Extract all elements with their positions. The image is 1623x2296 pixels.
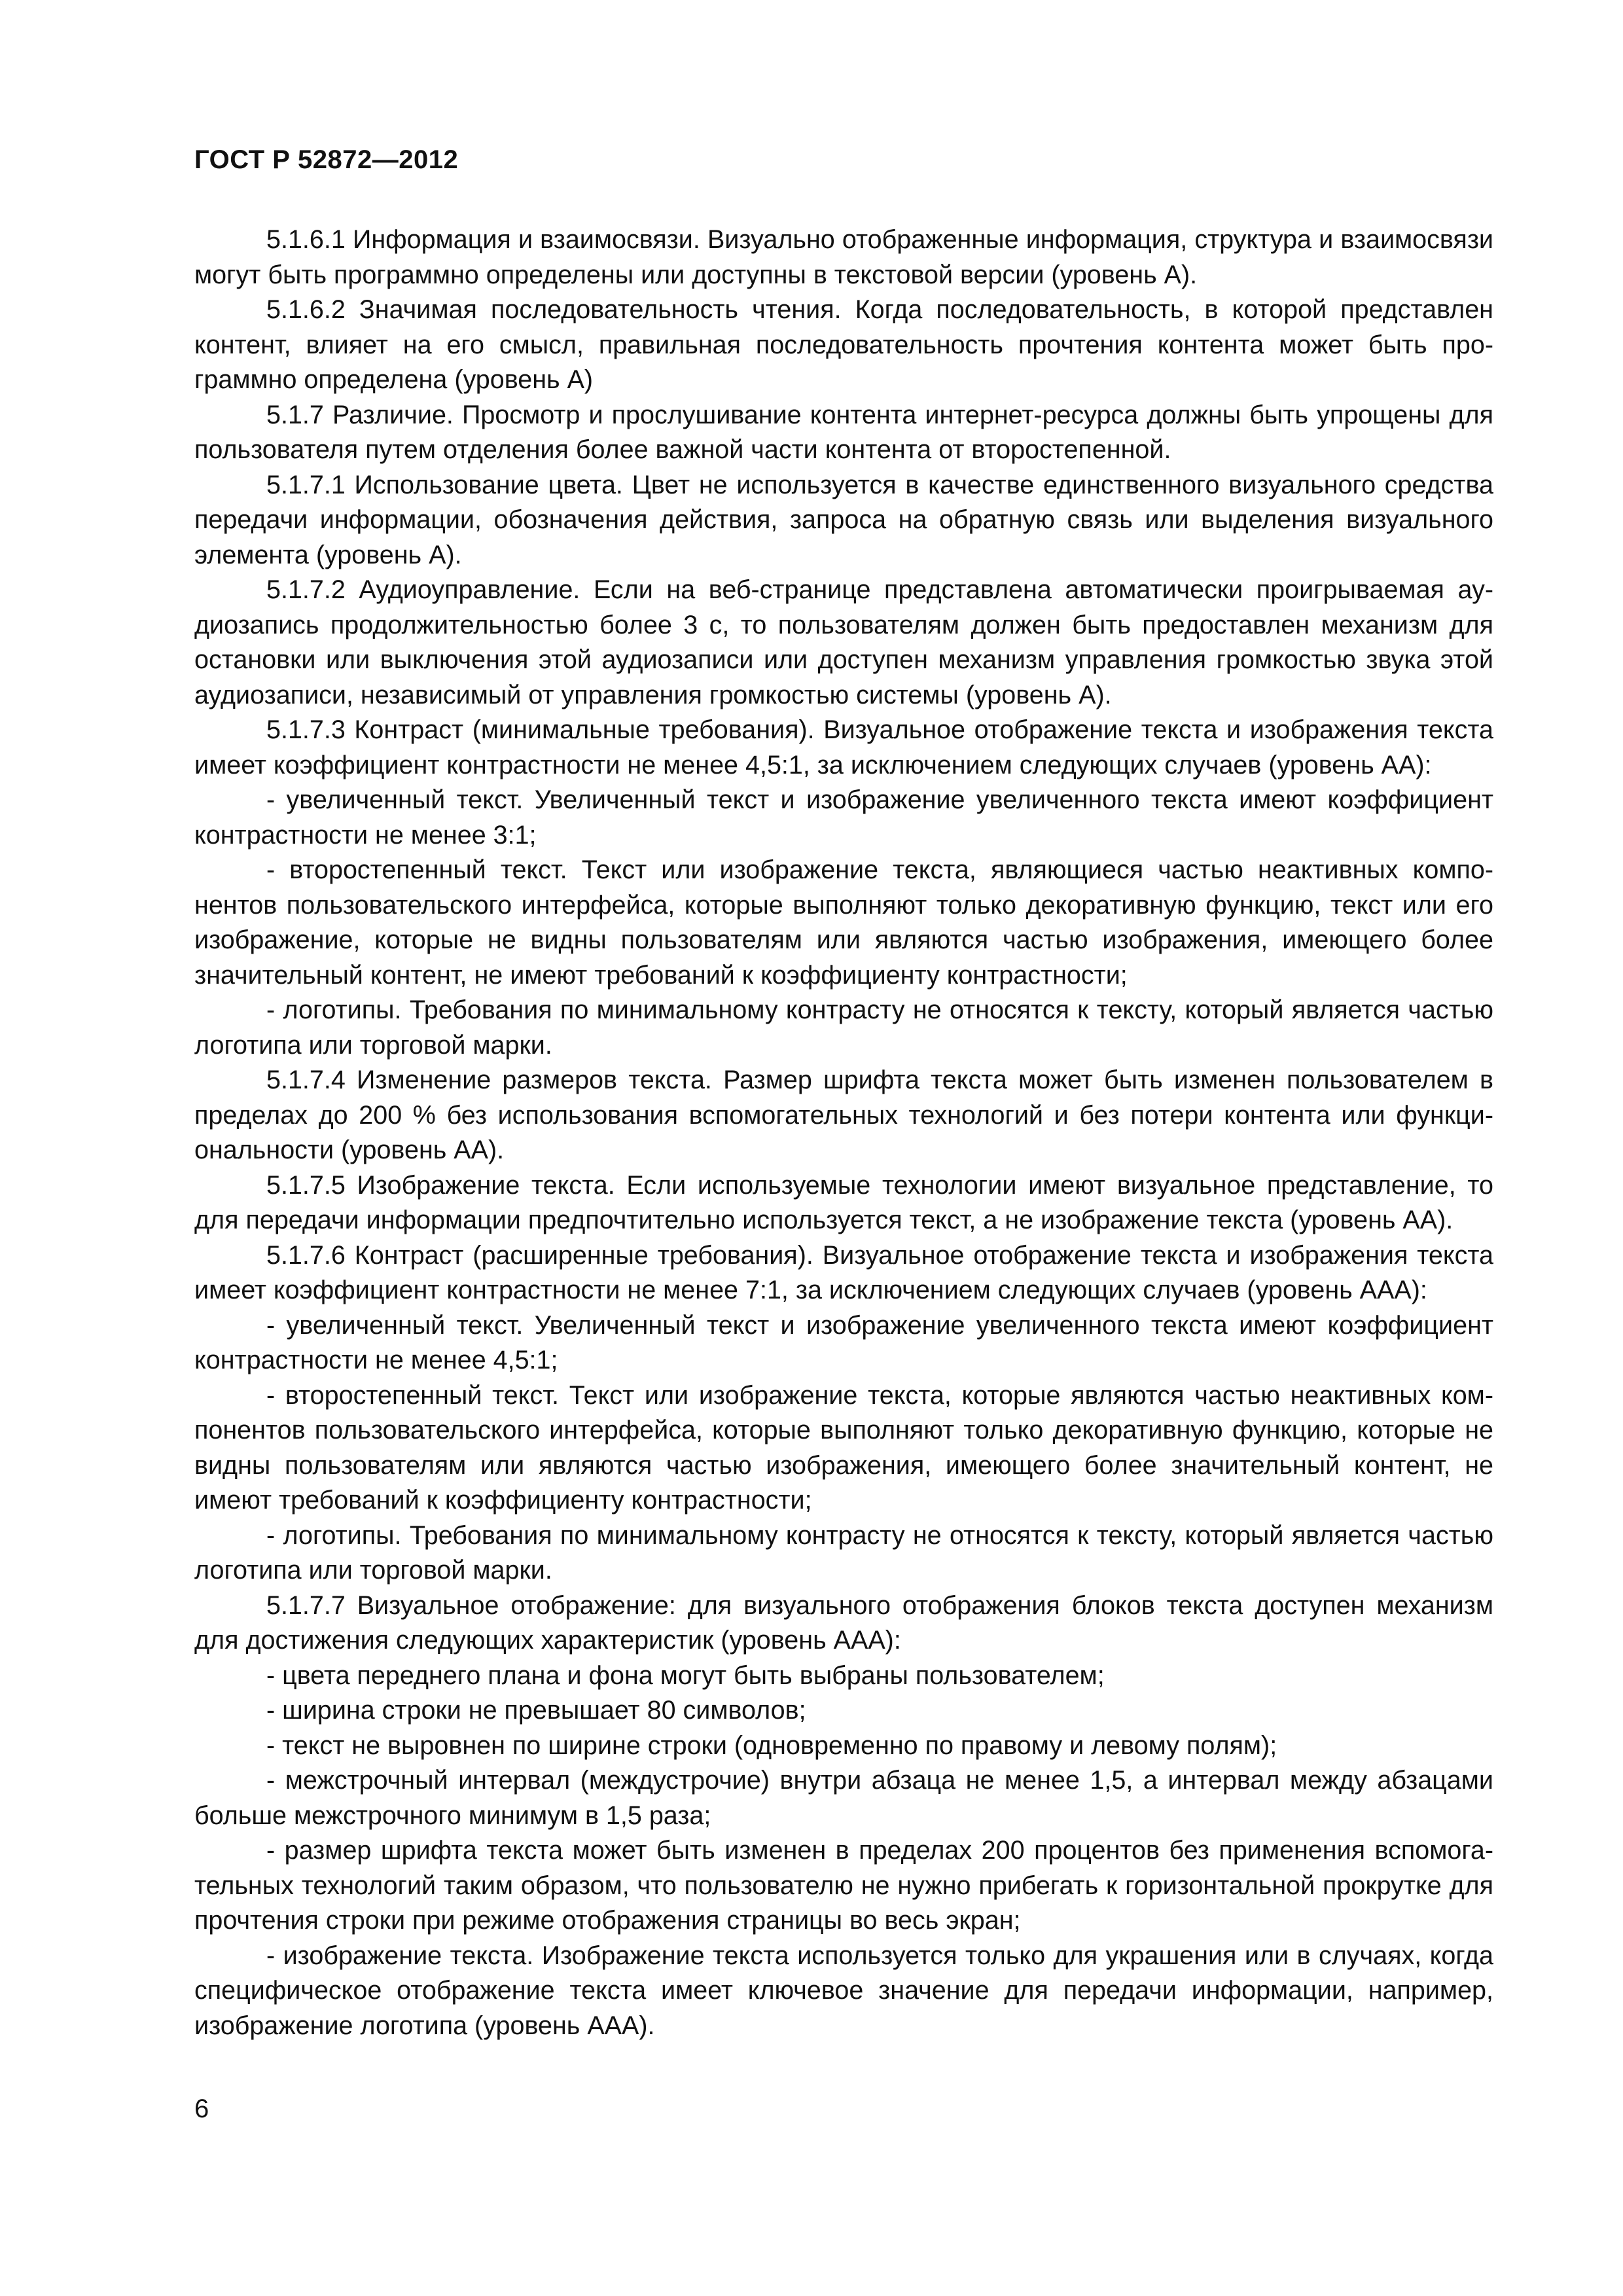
list-item-enlarged-text: - увеличенный текст. Увеличенный текст и изображение увеличенного текста имеют коэффициент контрастности не менее 3:1;	[194, 785, 1493, 850]
list-item-font-resize: - размер шрифта текста может быть изменен в пределах 200 процентов без применения вспомогательных технологий таким образом, что пользователю не нужно прибегать к горизонтальной прокрутке для прочтения строки при режиме отображения страницы во весь экран;	[194, 1836, 1493, 1935]
page-number: 6	[194, 2094, 209, 2123]
list-item-enlarged-text-aaa: - увеличенный текст. Увеличенный текст и изображение увеличенного текста имеют коэффициент контрастности не менее 4,5:1;	[194, 1310, 1493, 1374]
paragraph-5-1-6-1: 5.1.6.1 Информация и взаимосвязи. Визуально отображенные информация, структура и взаимосвязи могут быть программно определены или доступны в текстовой версии (уровень А).	[194, 225, 1493, 289]
list-item-line-width: - ширина строки не превышает 80 символов;	[266, 1696, 806, 1725]
list-item-alignment: - текст не выровнен по ширине строки (одновременно по правому и левому полям);	[266, 1731, 1277, 1760]
list-item-secondary-text: - второстепенный текст. Текст или изображение текста, являющиеся частью неактивных компонентов пользовательского интерфейса, которые выполняют только декоративную функцию, текст или его изображение, которые не видны пользователям или являются частью изображения, имеющего более значительный контент, не имеют требований к коэффициенту контрастности;	[194, 855, 1493, 990]
paragraph-5-1-7: 5.1.7 Различие. Просмотр и прослушивание контента интернет-ресурса должны быть упрощены для пользователя путем отделения более важной части контента от второстепенной.	[194, 400, 1493, 464]
list-item-logotypes-aaa: - логотипы. Требования по минимальному контрасту не относятся к тексту, который является частью логотипа или торговой марки.	[194, 1520, 1493, 1585]
paragraph-5-1-7-1: 5.1.7.1 Использование цвета. Цвет не используется в качестве единственного визуального средства передачи информации, обозначения действия, запроса на обратную связь или выделения визуального элемента (уровень А).	[194, 470, 1493, 569]
list-item-image-of-text: - изображение текста. Изображение текста используется только для украшения или в случаях, когда специфическое отображение текста имеет ключевое значение для передачи информации, например, изображение логотипа (уровень ААА).	[194, 1941, 1493, 2040]
list-item-line-spacing: - межстрочный интервал (междустрочие) внутри абзаца не менее 1,5, а интервал между абзацами больше межстрочного минимум в 1,5 раза;	[194, 1766, 1493, 1830]
document-body	[194, 223, 1493, 2043]
paragraph-5-1-7-4: 5.1.7.4 Изменение размеров текста. Размер шрифта текста может быть изменен пользователем в пределах до 200 % без использования вспомогательных технологий и без потери контента или функциональности (уровень АА).	[194, 1066, 1493, 1164]
paragraph-5-1-7-2: 5.1.7.2 Аудиоуправление. Если на веб-странице представлена автоматически проигрываемая аудиозапись продолжительностью более 3 с, то пользователям должен быть предоставлен механизм для остановки или выключения этой аудиозаписи или доступен механизм управления громкостью звука этой аудиозаписи, независимый от управления громкостью системы (уровень А).	[194, 575, 1493, 709]
paragraph-5-1-7-5: 5.1.7.5 Изображение текста. Если используемые технологии имеют визуальное представление, то для передачи информации предпочтительно используется текст, а не изображение текста (уровень АА).	[194, 1170, 1493, 1234]
paragraph-5-1-6-2: 5.1.6.2 Значимая последовательность чтения. Когда последовательность, в которой представлен контент, влияет на его смысл, правильная последовательность прочтения контента может быть программно определена (уровень А)	[194, 295, 1493, 394]
list-item-colors: - цвета переднего плана и фона могут быть выбраны пользователем;	[266, 1660, 1105, 1690]
paragraph-5-1-7-6: 5.1.7.6 Контраст (расширенные требования). Визуальное отображение текста и изображения текста имеет коэффициент контрастности не менее 7:1, за исключением следующих случаев (уровень ААА):	[194, 1240, 1493, 1304]
list-item-logotypes: - логотипы. Требования по минимальному контрасту не относятся к тексту, который является частью логотипа или торговой марки.	[194, 996, 1493, 1060]
paragraph-5-1-7-7: 5.1.7.7 Визуальное отображение: для визуального отображения блоков текста доступен механизм для достижения следующих характеристик (уровень ААА):	[194, 1590, 1493, 1655]
paragraph-5-1-7-3: 5.1.7.3 Контраст (минимальные требования). Визуальное отображение текста и изображения текста имеет коэффициент контрастности не менее 4,5:1, за исключением следующих случаев (уровень АА):	[194, 715, 1493, 780]
list-item-secondary-text-aaa: - второстепенный текст. Текст или изображение текста, которые являются частью неактивных компонентов пользовательского интерфейса, которые выполняют только декоративную функцию, которые не видны пользователям или являются частью изображения, имеющего более значительный контент, не имеют требований к коэффициенту контрастности;	[194, 1380, 1493, 1515]
document-code-header: ГОСТ Р 52872—2012	[194, 145, 459, 174]
